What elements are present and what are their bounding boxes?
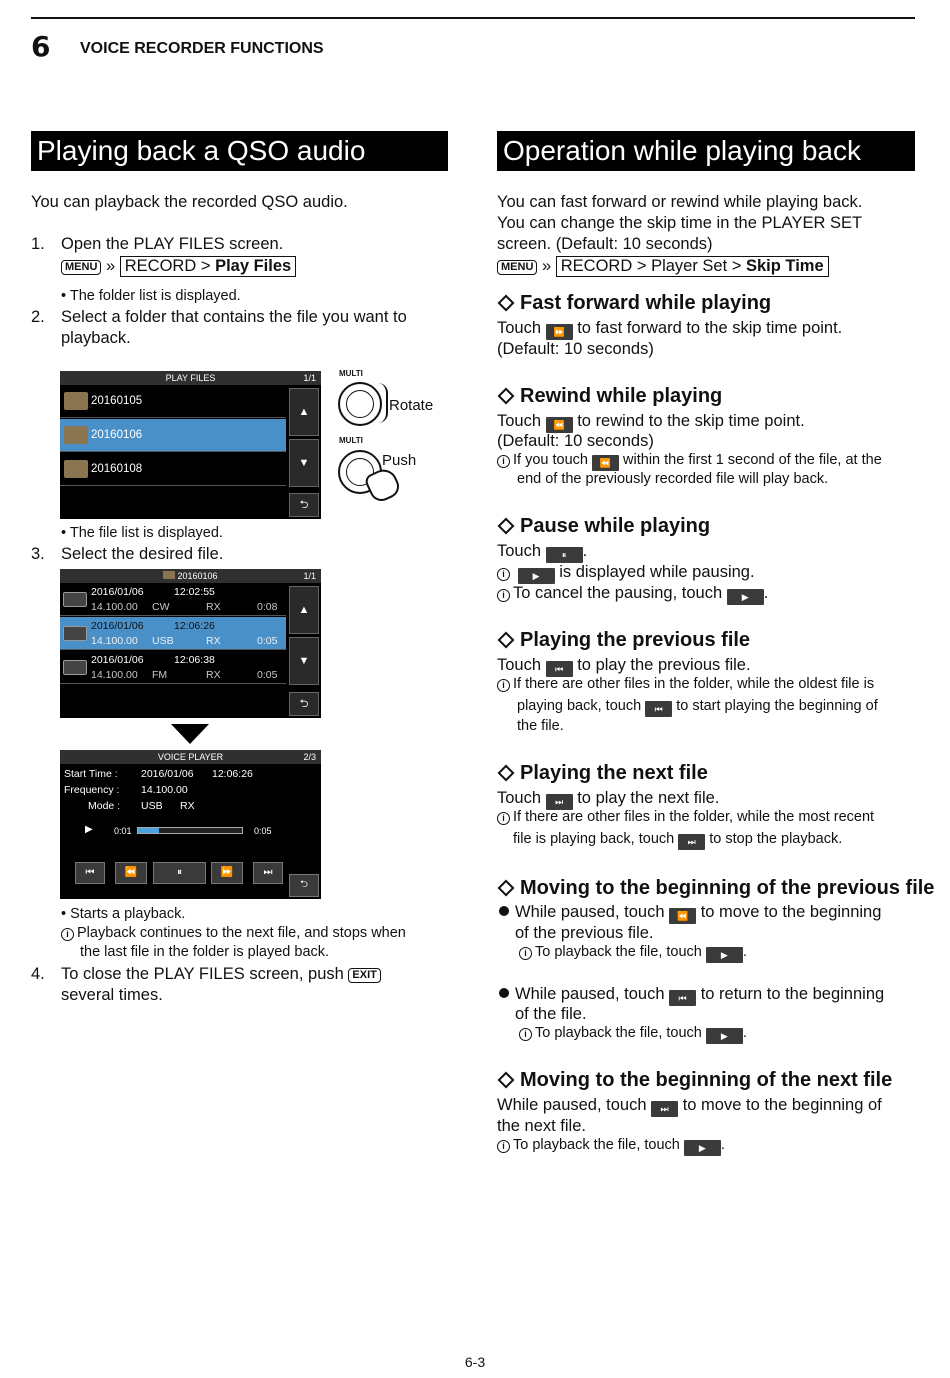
info-icon: i xyxy=(519,947,532,960)
info-icon: i xyxy=(497,679,510,692)
info-icon: i xyxy=(61,928,74,941)
elapsed-time: 0:01 xyxy=(114,826,132,836)
file-dir: RX xyxy=(206,635,221,647)
back-button[interactable]: ⮌ xyxy=(289,874,319,897)
screen-title-bar xyxy=(60,750,321,764)
info-icon: i xyxy=(519,1028,532,1041)
prev-line xyxy=(497,655,751,677)
exit-key-icon: EXIT xyxy=(348,968,380,983)
fast-forward-button[interactable]: ⏩ xyxy=(211,862,243,884)
play-status-icon: ▶ xyxy=(85,824,93,835)
period: . xyxy=(742,944,747,960)
prev-title: Playing the previous file xyxy=(520,629,751,651)
note-text: to start playing the beginning of xyxy=(676,698,878,714)
mbprev-title: Moving to the beginning of the previous file xyxy=(520,877,935,899)
scroll-down-button[interactable]: ▼ xyxy=(289,439,319,487)
bullet-text: to return to the beginning xyxy=(700,985,885,1003)
ff-default: (Default: 10 seconds) xyxy=(497,340,654,358)
rewind-button[interactable]: ⏪ xyxy=(115,862,147,884)
step-1-text: Open the PLAY FILES screen. xyxy=(61,235,284,253)
prev-note xyxy=(497,675,874,694)
next-file-icon: ⏭ xyxy=(546,794,573,810)
play-icon: ▶ xyxy=(518,568,555,584)
cassette-icon xyxy=(63,660,87,675)
bullet-text: While paused, touch xyxy=(515,903,665,921)
diamond-icon xyxy=(498,879,515,896)
touch-word: Touch xyxy=(497,789,542,807)
chapter-title: VOICE RECORDER FUNCTIONS xyxy=(80,40,324,57)
pause-title: Pause while playing xyxy=(520,515,711,537)
file-row[interactable] xyxy=(60,651,286,684)
ff-heading xyxy=(497,291,771,315)
next-note xyxy=(497,808,874,827)
path-separator: » xyxy=(541,257,552,275)
folder-icon xyxy=(64,460,88,478)
prev-note-3: the file. xyxy=(517,718,564,734)
step-2-note: • The file list is displayed. xyxy=(61,525,223,541)
prev-heading xyxy=(497,628,750,652)
info-icon: i xyxy=(497,568,510,581)
diamond-icon xyxy=(498,764,515,781)
section-title-playback: Playing back a QSO audio xyxy=(31,131,448,171)
mbprev-heading xyxy=(497,876,934,900)
mbnext-title: Moving to the beginning of the next file xyxy=(520,1069,893,1091)
frequency-label: Frequency : xyxy=(64,784,120,796)
step-2-number: 2. xyxy=(31,308,45,326)
file-freq: 14.100.00 xyxy=(91,635,138,647)
screen-page: 1/1 xyxy=(303,373,316,383)
pause-line xyxy=(497,541,587,563)
right-intro-1: You can fast forward or rewind while playing back. xyxy=(497,193,863,211)
file-row-selected[interactable] xyxy=(60,617,286,650)
scroll-up-button[interactable]: ▲ xyxy=(289,388,319,436)
diamond-icon xyxy=(498,294,515,311)
note-text: If you touch xyxy=(513,452,588,468)
right-intro-3: screen. (Default: 10 seconds) xyxy=(497,235,713,253)
folder-row-selected[interactable] xyxy=(60,419,286,452)
file-date: 2016/01/06 xyxy=(91,620,144,632)
next-heading xyxy=(497,761,708,785)
frequency-value: 14.100.00 xyxy=(141,784,188,796)
rewind-icon: ⏪ xyxy=(669,908,696,924)
rw-note xyxy=(497,451,882,471)
ff-title: Fast forward while playing xyxy=(520,292,772,314)
step-2-line1: Select a folder that contains the file you want to xyxy=(61,308,407,326)
note-text: is displayed while pausing. xyxy=(559,563,755,581)
step-3-text: Select the desired file. xyxy=(61,545,224,563)
folder-name: 20160106 xyxy=(91,429,143,441)
screen-title-bar xyxy=(60,371,321,385)
file-date: 2016/01/06 xyxy=(91,654,144,666)
total-time: 0:05 xyxy=(254,826,272,836)
text: While paused, touch xyxy=(497,1096,647,1114)
file-length: 0:05 xyxy=(257,635,278,647)
pause-button[interactable]: ⏸ xyxy=(153,862,206,884)
step-3-note-2a xyxy=(61,924,406,943)
touch-word: Touch xyxy=(497,412,542,430)
prev-text: to play the previous file. xyxy=(577,656,751,674)
diamond-icon xyxy=(498,387,515,404)
ff-text: to fast forward to the skip time point. xyxy=(577,319,843,337)
file-row[interactable] xyxy=(60,583,286,616)
note-text: playing back, touch xyxy=(517,698,642,714)
intro-text: You can playback the recorded QSO audio. xyxy=(31,193,348,211)
play-icon: ▶ xyxy=(706,947,743,963)
folder-name: 20160105 xyxy=(91,395,143,407)
rw-title: Rewind while playing xyxy=(520,385,723,407)
info-icon: i xyxy=(497,455,510,468)
bullet-icon xyxy=(499,988,509,998)
next-title: Playing the next file xyxy=(520,762,708,784)
start-time-label: Start Time : xyxy=(64,768,118,780)
section-title-operation: Operation while playing back xyxy=(497,131,915,171)
next-text: to play the next file. xyxy=(577,789,720,807)
file-mode: CW xyxy=(152,601,170,613)
mbprev-note-2 xyxy=(519,1024,747,1044)
right-intro-2: You can change the skip time in the PLAYER SET xyxy=(497,214,863,232)
period: . xyxy=(582,542,588,560)
step-1-number: 1. xyxy=(31,235,45,253)
mbnext-line xyxy=(497,1095,882,1117)
rw-line xyxy=(497,411,805,433)
touch-word: Touch xyxy=(497,656,542,674)
path-prefix: RECORD > xyxy=(124,257,216,275)
folder-icon xyxy=(64,392,88,410)
play-icon: ▶ xyxy=(727,589,764,605)
next-file-icon: ⏭ xyxy=(678,834,705,850)
note-text: Playback continues to the next file, and stops when xyxy=(77,925,406,941)
note-text: To playback the file, touch xyxy=(535,944,702,960)
diamond-icon xyxy=(498,631,515,648)
folder-name: 20160108 xyxy=(91,463,143,475)
path-prefix: RECORD > Player Set > xyxy=(560,257,746,275)
right-menu-path xyxy=(497,256,829,277)
pause-note-1 xyxy=(497,562,755,584)
file-mode: USB xyxy=(152,635,174,647)
file-mode: FM xyxy=(152,669,168,681)
play-icon: ▶ xyxy=(684,1140,721,1156)
file-freq: 14.100.00 xyxy=(91,601,138,613)
prev-note-2 xyxy=(517,697,878,717)
step-1-note: • The folder list is displayed. xyxy=(61,288,241,304)
file-list-screen xyxy=(60,569,321,718)
rewind-icon: ⏪ xyxy=(592,455,619,471)
file-freq: 14.100.00 xyxy=(91,669,138,681)
path-separator: » xyxy=(105,257,116,275)
mbprev-note-1 xyxy=(519,943,747,963)
folder-icon xyxy=(64,426,88,444)
chapter-number: 6 xyxy=(31,30,51,63)
step-4-line2: several times. xyxy=(61,986,163,1004)
file-length: 0:08 xyxy=(257,601,278,613)
rw-heading xyxy=(497,384,722,408)
mbnext-line-2: the next file. xyxy=(497,1117,586,1135)
file-dir: RX xyxy=(206,601,221,613)
start-time: 12:06:26 xyxy=(212,768,253,780)
play-icon: ▶ xyxy=(706,1028,743,1044)
touch-word: Touch xyxy=(497,319,542,337)
mbprev-bullet-2-line2: of the file. xyxy=(515,1005,587,1023)
step-4-line1 xyxy=(61,964,381,985)
mbnext-note xyxy=(497,1136,725,1156)
bullet-text: While paused, touch xyxy=(515,985,665,1003)
file-dir: RX xyxy=(206,669,221,681)
note-text: within the first 1 second of the file, at the xyxy=(623,452,882,468)
pause-icon: ⏸ xyxy=(546,547,583,563)
play-files-screen xyxy=(60,371,321,519)
down-triangle-icon xyxy=(171,724,209,744)
step-3-number: 3. xyxy=(31,545,45,563)
file-date: 2016/01/06 xyxy=(91,586,144,598)
bullet-text: to move to the beginning xyxy=(700,903,882,921)
period: . xyxy=(720,1137,725,1153)
mbnext-heading xyxy=(497,1068,892,1092)
note-text: If there are other files in the folder, while the oldest file is xyxy=(513,676,875,692)
note-text: To cancel the pausing, touch xyxy=(513,584,723,602)
file-time: 12:02:55 xyxy=(174,586,215,598)
rw-note-2: end of the previously recorded file will play back. xyxy=(517,471,829,487)
info-icon: i xyxy=(497,589,510,602)
step-3-note-1: • Starts a playback. xyxy=(61,906,186,922)
menu-path-box xyxy=(120,256,296,277)
screen-page: 1/1 xyxy=(303,571,316,581)
multi-label: MULTI xyxy=(339,369,363,378)
step-1-menu-path xyxy=(61,256,296,277)
cassette-icon xyxy=(63,592,87,607)
info-icon: i xyxy=(497,812,510,825)
step-4-number: 4. xyxy=(31,965,45,983)
period: . xyxy=(763,584,769,602)
progress-fill xyxy=(138,828,159,833)
step-3-note-2b: the last file in the folder is played back. xyxy=(80,944,330,960)
folder-row[interactable] xyxy=(60,453,286,486)
menu-path-box xyxy=(556,256,829,277)
folder-icon xyxy=(163,571,175,579)
period: . xyxy=(742,1025,747,1041)
note-text: file is playing back, touch xyxy=(513,831,675,847)
note-text: To playback the file, touch xyxy=(535,1025,702,1041)
ff-line xyxy=(497,318,842,340)
screen-title-bar xyxy=(60,569,321,583)
note-text: To playback the file, touch xyxy=(513,1137,680,1153)
rotate-arrow-icon xyxy=(378,383,388,423)
rw-text: to rewind to the skip time point. xyxy=(577,412,805,430)
push-label: Push xyxy=(382,452,417,469)
screen-title: 20160106 xyxy=(177,571,218,581)
screen-title: VOICE PLAYER xyxy=(157,752,224,762)
next-line xyxy=(497,788,719,810)
bullet-icon xyxy=(499,906,509,916)
step-4-text: To close the PLAY FILES screen, push xyxy=(61,965,344,983)
menu-key-icon: MENU xyxy=(497,260,537,275)
file-time: 12:06:26 xyxy=(174,620,215,632)
prev-file-icon: ⏮ xyxy=(669,990,696,1006)
back-button[interactable]: ⮌ xyxy=(289,493,319,517)
scroll-down-button[interactable]: ▼ xyxy=(289,637,319,685)
next-file-icon: ⏭ xyxy=(651,1101,678,1117)
text: to move to the beginning of xyxy=(682,1096,882,1114)
prev-file-button[interactable]: ⏮ xyxy=(75,862,105,884)
file-length: 0:05 xyxy=(257,669,278,681)
mode-value: USB xyxy=(141,800,163,812)
path-bold: Play Files xyxy=(215,257,292,275)
mode-dir: RX xyxy=(180,800,195,812)
cassette-icon xyxy=(63,626,87,641)
fast-forward-icon: ⏩ xyxy=(546,324,573,340)
multi-label-2: MULTI xyxy=(339,436,363,445)
info-icon: i xyxy=(497,1140,510,1153)
screen-page: 2/3 xyxy=(303,752,316,762)
path-bold: Skip Time xyxy=(746,257,824,275)
note-text: If there are other files in the folder, while the most recent xyxy=(513,809,875,825)
mbprev-bullet-1-line2: of the previous file. xyxy=(515,924,654,942)
progress-bar xyxy=(137,827,243,834)
rotate-label: Rotate xyxy=(389,397,434,414)
page-number: 6-3 xyxy=(464,1354,486,1370)
multi-dial-rotate[interactable] xyxy=(338,382,382,426)
mbprev-bullet-2 xyxy=(499,984,884,1006)
file-time: 12:06:38 xyxy=(174,654,215,666)
diamond-icon xyxy=(498,1071,515,1088)
next-note-2 xyxy=(513,830,842,850)
folder-row[interactable] xyxy=(60,385,286,418)
start-date: 2016/01/06 xyxy=(141,768,194,780)
pause-heading xyxy=(497,514,710,538)
prev-file-icon: ⏮ xyxy=(645,701,672,717)
step-2-line2: playback. xyxy=(61,329,131,347)
mode-label: Mode : xyxy=(88,800,121,812)
rw-default: (Default: 10 seconds) xyxy=(497,432,654,450)
header-rule xyxy=(31,17,915,19)
mbprev-bullet-1 xyxy=(499,902,881,924)
next-file-button[interactable]: ⏭ xyxy=(253,862,283,884)
scroll-up-button[interactable]: ▲ xyxy=(289,586,319,634)
screen-title: PLAY FILES xyxy=(165,373,216,383)
touch-word: Touch xyxy=(497,542,542,560)
pause-note-2 xyxy=(497,583,768,605)
diamond-icon xyxy=(498,517,515,534)
prev-file-icon: ⏮ xyxy=(546,661,573,677)
note-text: to stop the playback. xyxy=(709,831,843,847)
menu-key-icon: MENU xyxy=(61,260,101,275)
rewind-icon: ⏪ xyxy=(546,417,573,433)
back-button[interactable]: ⮌ xyxy=(289,692,319,716)
